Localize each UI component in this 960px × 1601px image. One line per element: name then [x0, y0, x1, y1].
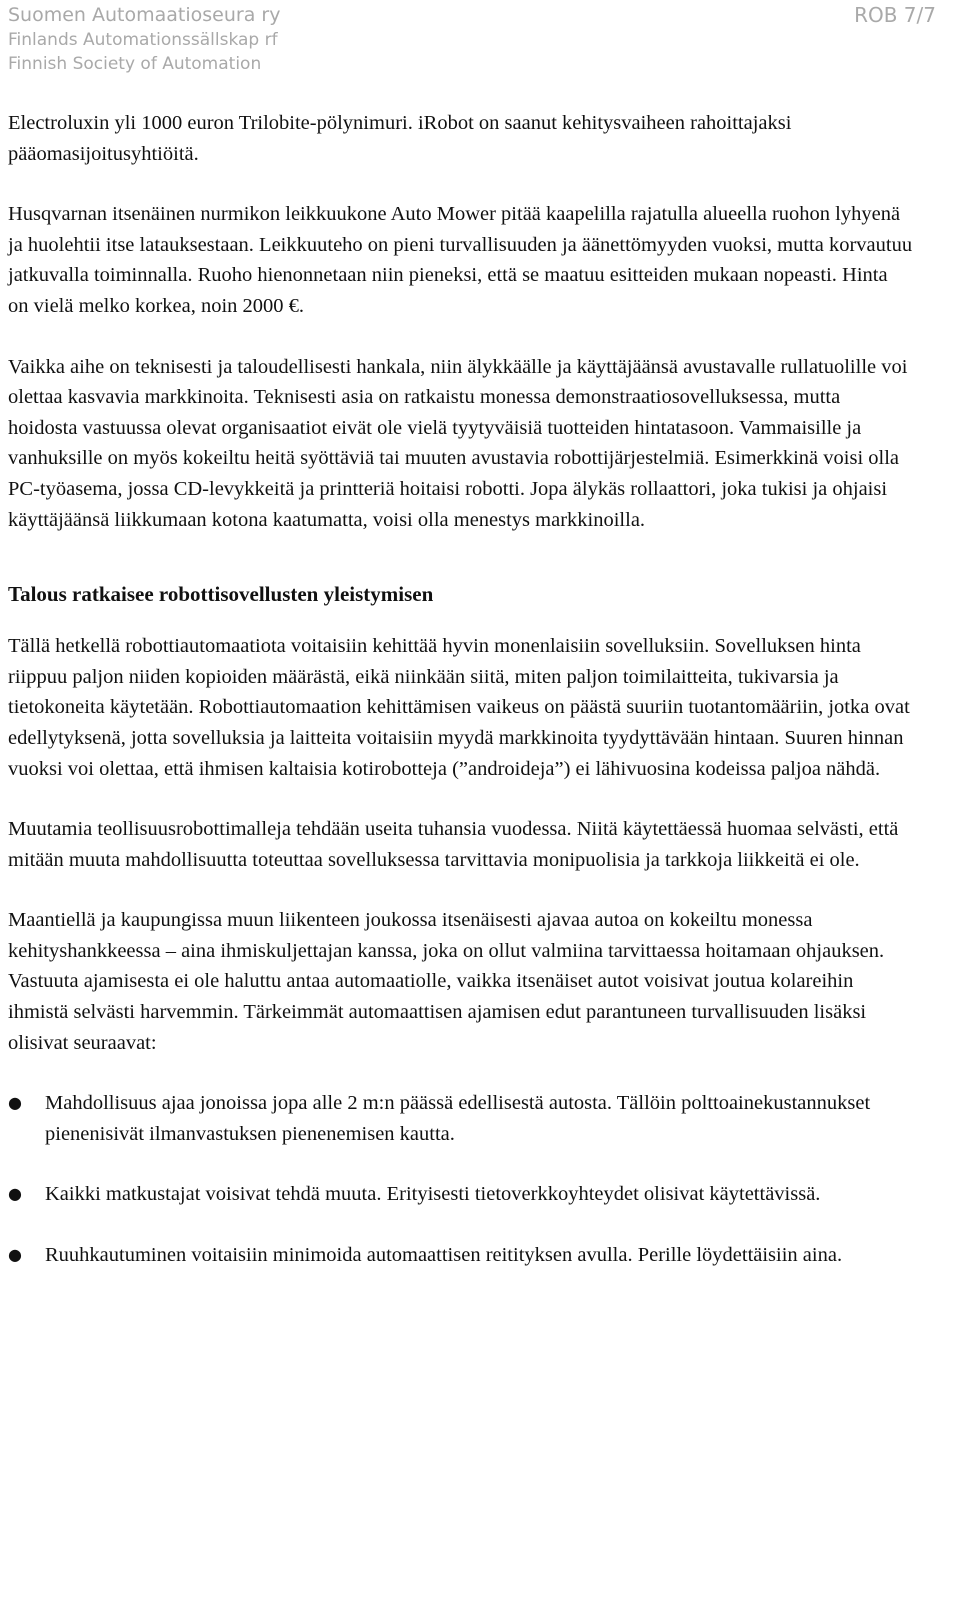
org-name-swedish: Finlands Automationssällskap rf [8, 30, 278, 50]
paragraph-trilobite: Electroluxin yli 1000 euron Trilobite-pölynimuri. iRobot on saanut kehitysvaiheen rahoittajaksi pääomasijoitusyhtiöitä. [8, 112, 792, 165]
paragraph-wheelchair: Vaikka aihe on teknisesti ja taloudellisesti hankala, niin älykkäälle ja käyttäjäänsä avustavalle rullatuolille voi olettaa kasvavia markkinoita. Teknisesti asia on ratkaistu monessa demonstraatiosovelluksessa, mutta hoidosta vastuussa olevat organisaatiot eivät ole vielä tyytyväisiä tuotteiden hintatasoon. Vammaisille ja vanhuksille on myös kokeiltu heitä syöttäviä tai muuten avustavia robottijärjestelmiä. Esimerkkinä voisi olla PC-työasema, jossa CD-levykkeitä ja printteriä hoitaisi robotti. Jopa älykäs rollaattori, joka tukisi ja ohjaisi käyttäjäänsä liikkumaan kotona kaatumatta, voisi olla menestys markkinoilla. [8, 355, 908, 531]
list-item [8, 1088, 913, 1149]
paragraph-auto-mower: Husqvarnan itsenäinen nurmikon leikkuukone Auto Mower pitää kaapelilla rajatulla alueella ruohon lyhyenä ja huolehtii itse latauksestaan. Leikkuuteho on pieni turvallisuuden ja äänettömyyden vuoksi, mutta korvautuu jatkuvalla toiminnalla. Ruoho hienonnetaan niin pieneksi, että se maatuu esitteiden mukaan nopeasti. Hinta on vielä melko korkea, noin 2000 €. [8, 203, 913, 317]
list-item-text: Kaikki matkustajat voisivat tehdä muuta. Erityisesti tietoverkkoyhteydet olisivat käytettävissä. [45, 1183, 821, 1206]
list-item-text: Mahdollisuus ajaa jonoissa jopa alle 2 m:n päässä edellisestä autosta. Tällöin polttoainekustannukset pienenisivät ilmanvastuksen pienenemisen kautta. [45, 1092, 871, 1145]
bullet-icon: ● [8, 1093, 22, 1113]
benefits-list [8, 1088, 913, 1270]
list-item [8, 1179, 913, 1210]
document-body [8, 108, 913, 1301]
paragraph-autonomous-cars: Maantiellä ja kaupungissa muun liikenteen joukossa itsenäisesti ajavaa autoa on kokeiltu monessa kehityshankkeessa – aina ihmiskuljettajan kanssa, joka on ollut valmiina tarvittaessa hoitamaan ohjauksen. Vastuuta ajamisesta ei ole haluttu antaa automaatiolle, vaikka itsenäiset autot voisivat joutua kolareihin ihmistä selvästi harvemmin. Tärkeimmät automaattisen ajamisen edut parantuneen turvallisuuden lisäksi olisivat seuraavat: [8, 909, 885, 1054]
bullet-icon: ● [8, 1245, 22, 1265]
list-item [8, 1240, 913, 1271]
org-name-finnish: Suomen Automaatioseura ry [8, 4, 281, 26]
bullet-icon: ● [8, 1184, 22, 1204]
page-number: ROB 7/7 [854, 3, 936, 27]
paragraph-economics: Tällä hetkellä robottiautomaatiota voitaisiin kehittää hyvin monenlaisiin sovelluksiin. Sovelluksen hinta riippuu paljon niiden kopioiden määrästä, eikä niinkään siitä, miten paljon toimilaitteita, tukivarsia ja tietokoneita käytetään. Robottiautomaation kehittämisen vaikeus on päästä suuriin tuotantomääriin, jotka ovat edellytyksenä, jotta sovelluksia ja laitteita voitaisiin myydä markkinoita tyydyttävään hintaan. Suuren hinnan vuoksi voi olettaa, että ihmisen kaltaisia kotirobotteja (”androideja”) ei lähivuosina kodeissa paljoa nähdä. [8, 635, 910, 780]
organization-header [8, 2, 280, 76]
org-name-english: Finnish Society of Automation [8, 54, 262, 74]
list-item-text: Ruuhkautuminen voitaisiin minimoida automaattisen reitityksen avulla. Perille löydettäisiin aina. [45, 1244, 843, 1267]
paragraph-industrial-robots: Muutamia teollisuusrobottimalleja tehdään useita tuhansia vuodessa. Niitä käytettäessä huomaa selvästi, että mitään muuta mahdollisuutta toteuttaa sovelluksessa tarvittavia monipuolisia ja tarkkoja liikkeitä ei ole. [8, 818, 899, 871]
section-heading: Talous ratkaisee robottisovellusten yleistymisen [8, 582, 434, 607]
